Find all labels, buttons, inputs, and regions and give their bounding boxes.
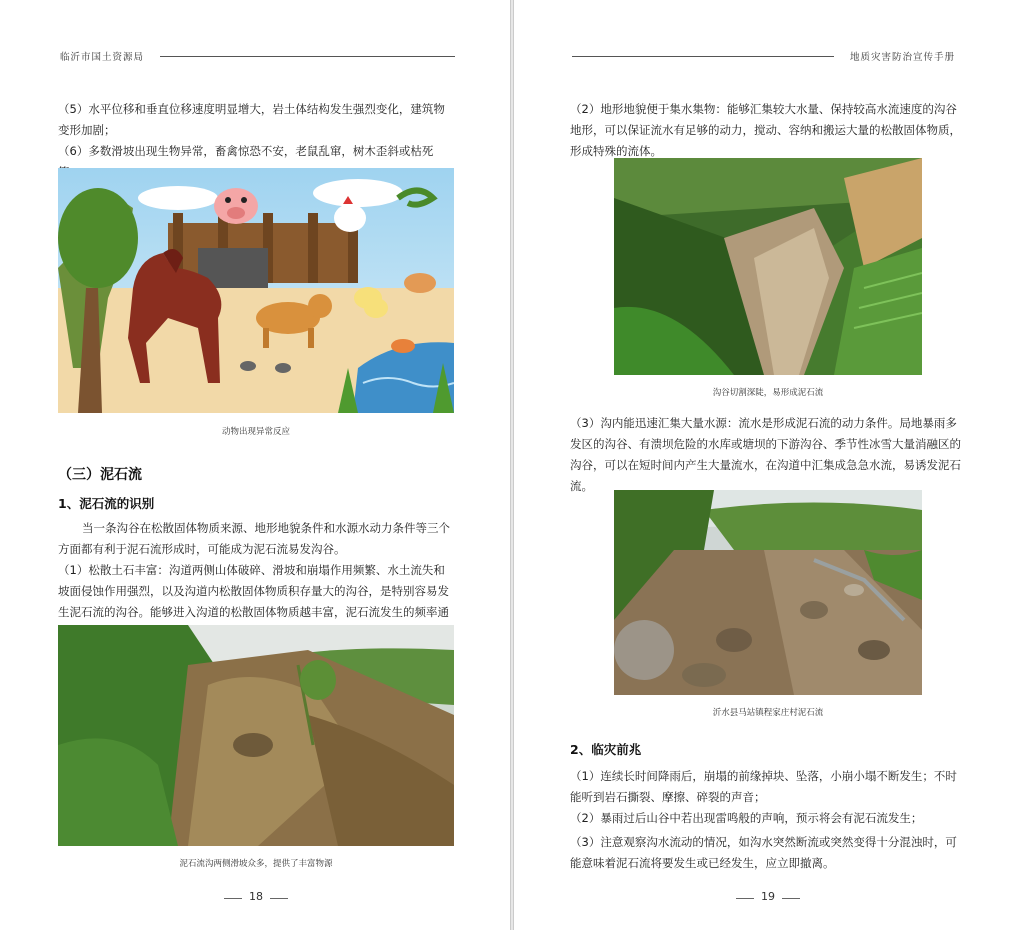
- right-page-number: [728, 890, 808, 906]
- left-header-rule: [160, 56, 455, 57]
- intro-paragraph: 当一条沟谷在松散固体物质来源、地形地貌条件和水源水动力条件等三个方面都有利于泥石流形成时，可能成为泥石流易发沟谷。: [58, 521, 450, 556]
- debris-flow-channel-photo: [614, 490, 922, 695]
- gully-valley-photo: [614, 158, 922, 375]
- paragraph-5: （5）水平位移和垂直位移速度明显增大，岩土体结构发生强烈变化，建筑物变形加剧；: [58, 102, 445, 137]
- right-page: [514, 0, 1024, 930]
- figure2-caption: 泥石流沟两侧滑坡众多，提供了丰富物源: [179, 859, 333, 869]
- left-page-number: [216, 890, 296, 906]
- subsection-title-precursors: 2、临灾前兆: [570, 742, 642, 757]
- sign-3: （3）注意观察沟水流动的情况，如沟水突然断流或突然变得十分混浊时，可能意味着泥石流将要发生或已经发生，应立即撤离。: [570, 835, 957, 870]
- paragraph-6: （6）多数滑坡出现生物异常，畜禽惊恐不安，老鼠乱窜，树木歪斜或枯死: [58, 144, 434, 158]
- subsection-title-identification: 1、泥石流的识别: [58, 496, 155, 511]
- landslide-slope-photo: [58, 625, 454, 846]
- figure4-caption: 沂水县马站镇程家庄村泥石流: [712, 708, 824, 718]
- left-page: [0, 0, 510, 930]
- sign-2: （2）暴雨过后山谷中若出现雷鸣般的声响，预示将会有泥石流发生；: [570, 811, 923, 825]
- sign-1: （1）连续长时间降雨后，崩塌的前缘掉块、坠落，小崩小塌不断发生；不时能听到岩石撕裂、摩擦、碎裂的声音；: [570, 769, 957, 804]
- right-header-rule: [572, 56, 834, 57]
- left-page-number-text: 18: [249, 890, 263, 903]
- item1-paragraph: （1）松散土石丰富：沟道两侧山体破碎、滑坡和崩塌作用频繁、水土流失和坡面侵蚀作用强烈，以及沟道内松散固体物质积存量大的沟谷，是特别容易发生泥石流的沟谷。能够进入沟道的松散固体物质越丰富，泥石流发生的频率通: [58, 563, 449, 619]
- item2-paragraph: （2）地形地貌便于集水集物：能够汇集较大水量、保持较高水流速度的沟谷地形，可以保证流水有足够的动力，搅动、容纳和搬运大量的松散固体物质，形成特殊的流体。: [570, 102, 961, 158]
- right-page-number-text: 19: [761, 890, 775, 903]
- section-title-debris-flow: （三）泥石流: [58, 467, 142, 483]
- figure1-caption: 动物出现异常反应: [221, 427, 290, 437]
- animal-abnormal-illustration: [58, 168, 454, 413]
- item3-paragraph: （3）沟内能迅速汇集大量水源：流水是形成泥石流的动力条件。局地暴雨多发区的沟谷、有溃坝危险的水库或塘坝的下游沟谷、季节性冰雪大量消融区的沟谷，可以在短时间内产生大量流水，在沟道中汇集成急急水流，易诱发泥石流。: [570, 416, 961, 493]
- right-header-title: 地质灾害防治宣传手册: [850, 52, 956, 63]
- figure3-caption: 沟谷切割深陡，易形成泥石流: [712, 388, 824, 398]
- left-header-title: 临沂市国土资源局: [60, 52, 145, 63]
